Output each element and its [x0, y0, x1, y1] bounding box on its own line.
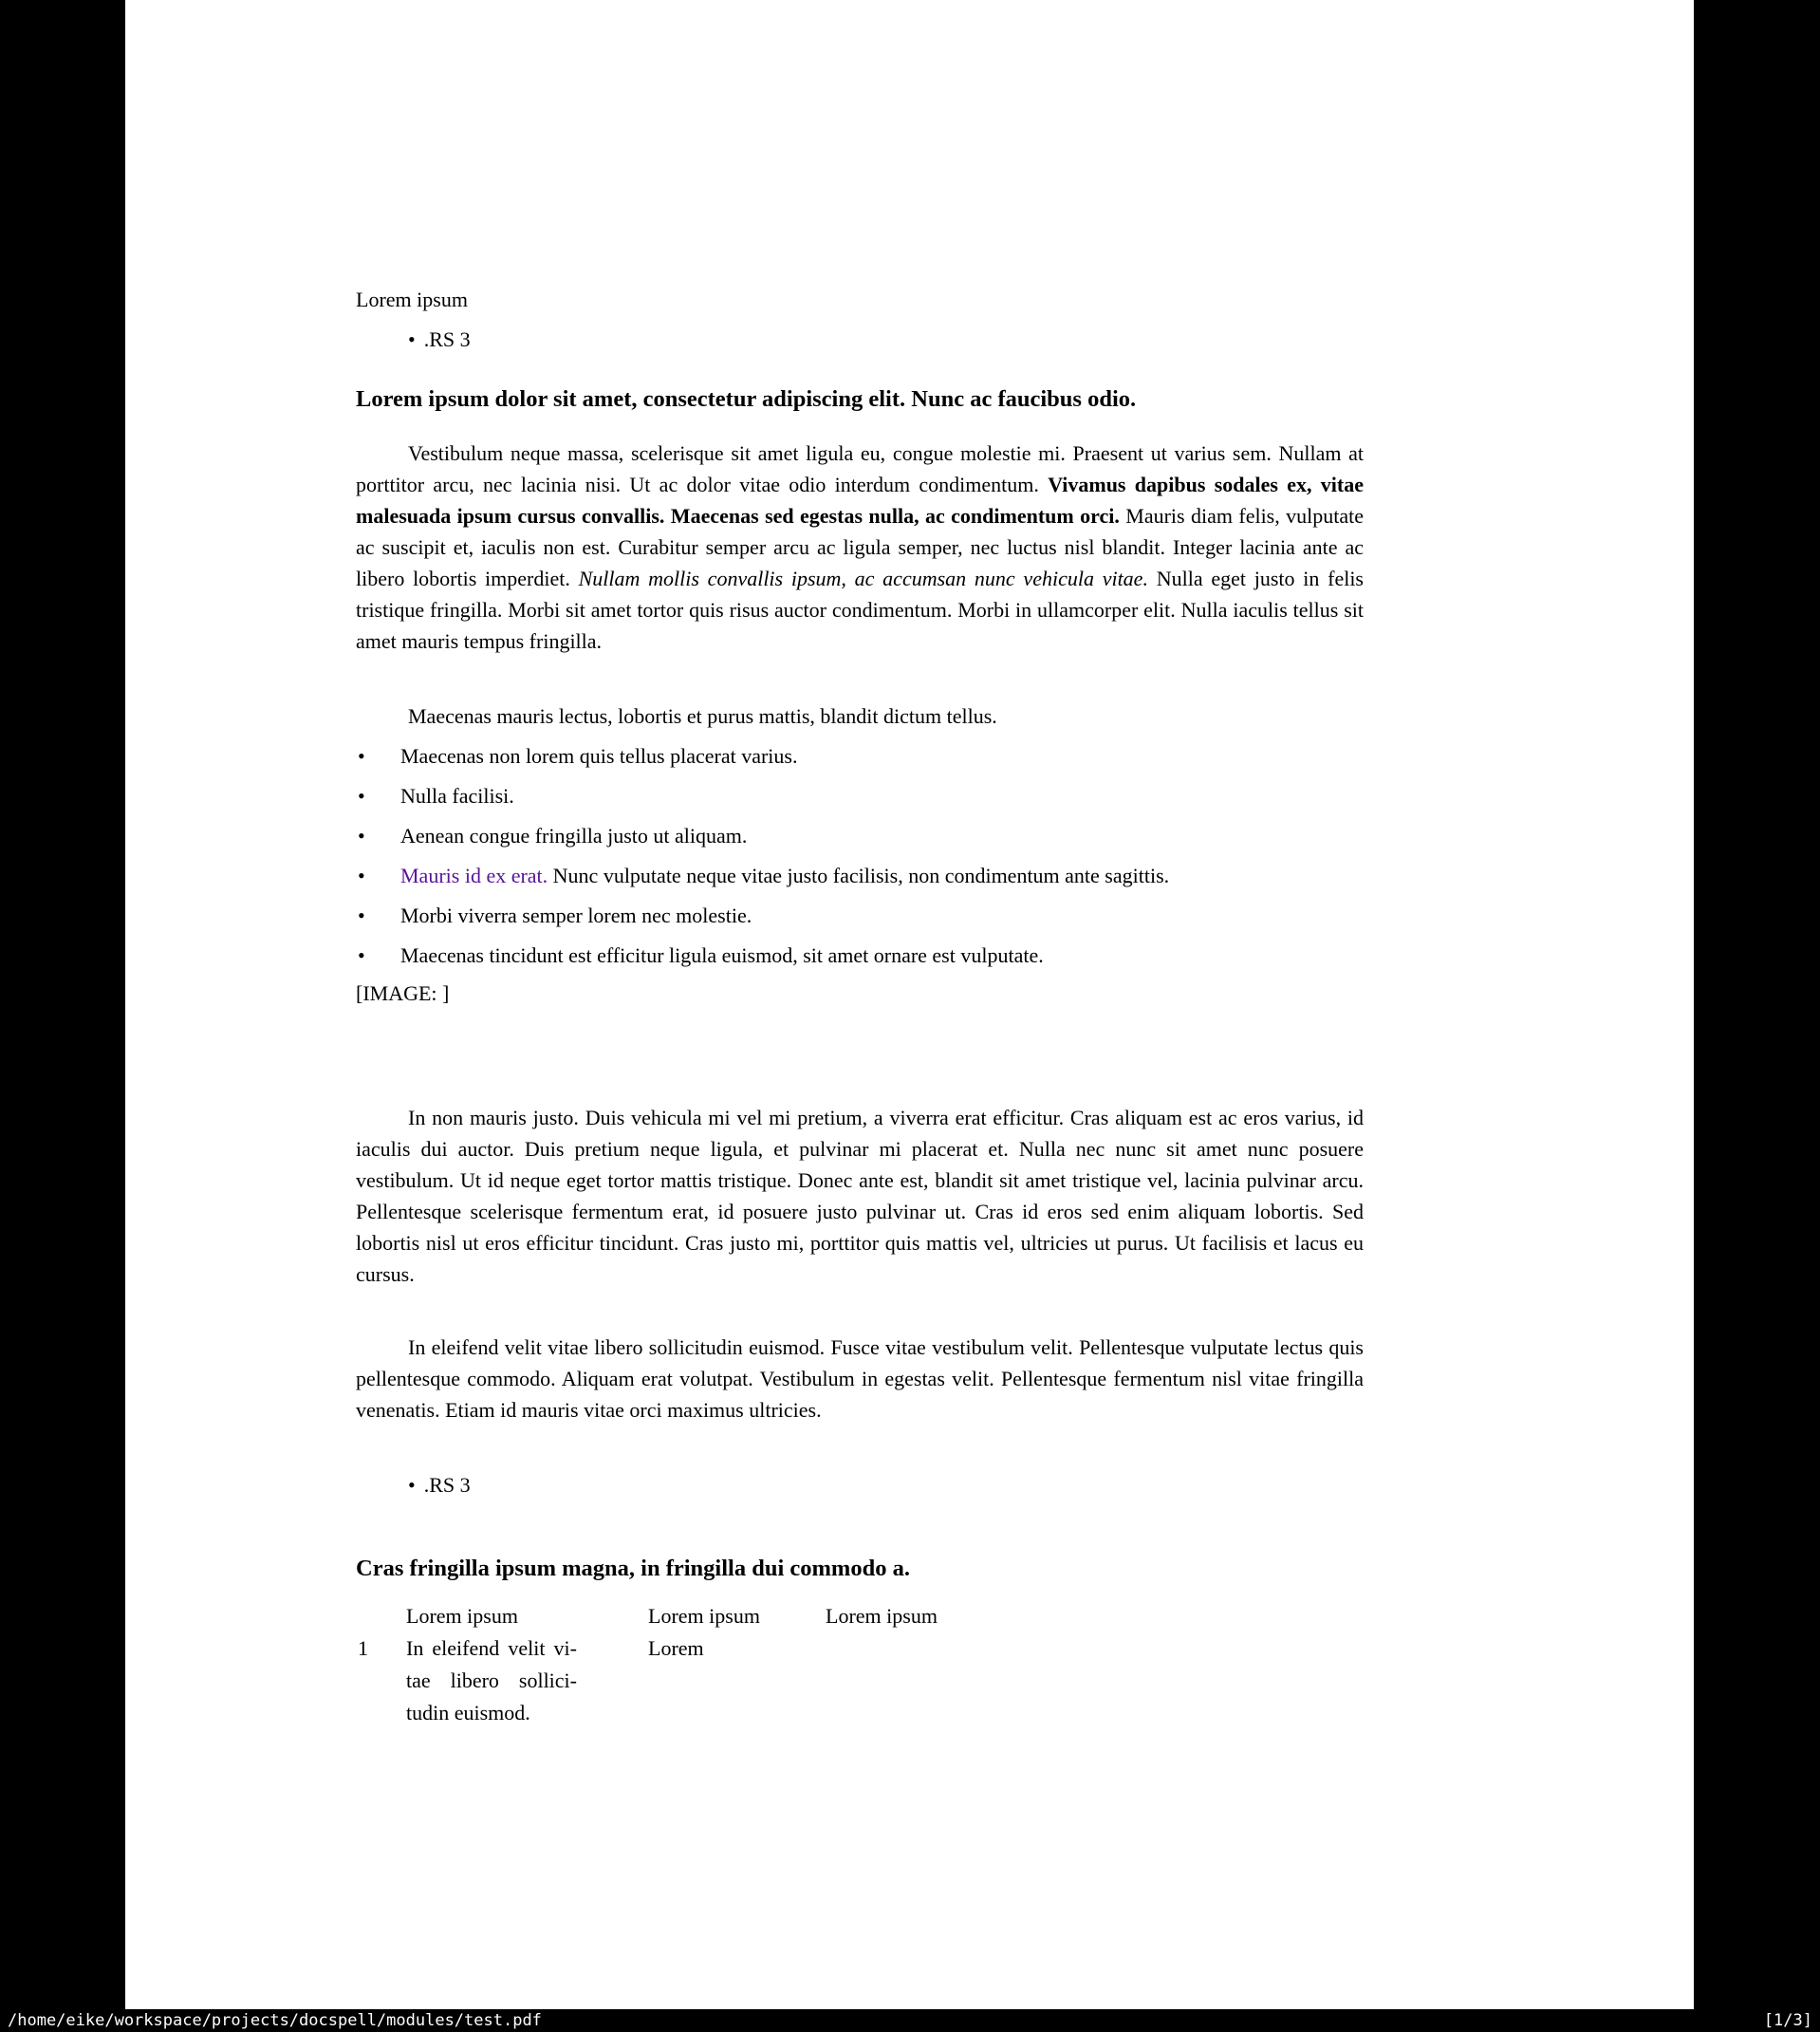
bullet-icon: • — [358, 744, 365, 768]
paragraph-1 — [356, 438, 1364, 657]
section-heading-1: Lorem ipsum dolor sit amet, consectetur adipiscing elit. Nunc ac faucibus odio. — [356, 386, 1137, 412]
bullet-icon: • — [358, 864, 365, 887]
bullet-icon: • — [358, 904, 365, 927]
table-cell — [826, 1632, 1364, 1729]
mauris-id-ex-erat-link[interactable]: Mauris id ex erat. — [400, 864, 548, 887]
paragraph-2: In non mauris justo. Duis vehicula mi vel mi pretium, a viverra erat efficitur. Cras aliquam est ac eros varius, id iaculis dui auctor. Duis pretium neque ligula, et pulvinar mi placerat et. Nulla nec nunc sit amet nunc posuere vestibulum. Ut id neque eget tortor mattis tristique. Donec ante est, blandit sit amet tristique vel, lacinia pulvinar arcu. Pellentesque scelerisque fermentum erat, id posuere justo pulvinar ut. Cras id eros sed enim aliquam lobortis. Sed lobortis nisl ut eros efficitur tincidunt. Cras justo mi, porttitor quis mattis vel, ultricies ut purus. Ut facilisis et lacus eu cursus. — [356, 1106, 1364, 1286]
table-cell: In eleifend velit vitae libero sollicitudin euismod. — [406, 1636, 577, 1724]
image-placeholder-label: [IMAGE: ] — [356, 981, 450, 1005]
bullet-icon: • — [358, 943, 365, 967]
statusbar-page-indicator: [1/3] — [1763, 2011, 1812, 2030]
list-item — [356, 900, 1364, 931]
table-corner-cell — [356, 1600, 406, 1632]
data-table — [356, 1600, 1364, 1729]
table-row-number: 1 — [358, 1636, 368, 1660]
list-item — [356, 860, 1364, 891]
list-item-text: Maecenas tincidunt est efficitur ligula euismod, sit amet ornare est vulputate. — [400, 943, 1044, 967]
list-item-text: Maecenas non lorem quis tellus placerat varius. — [400, 744, 798, 768]
bullet-icon: • — [408, 327, 416, 351]
paragraph-1-text-a: Vestibulum neque massa, scelerisque sit amet ligula eu, congue molestie mi. Praesent ut varius sem. Nullam at porttitor arcu, nec lacinia nisi. Ut ac dolor vitae odio interdum condimentum. — [356, 441, 1364, 496]
bullet-list — [356, 740, 1364, 979]
section-heading-2: Cras fringilla ipsum magna, in fringilla dui commodo a. — [356, 1556, 910, 1581]
table-header-cell: Lorem ipsum — [826, 1604, 938, 1628]
intro-label: Lorem ipsum — [356, 288, 468, 311]
bullet-icon: • — [358, 824, 365, 848]
statusbar-file-path: /home/eike/workspace/projects/docspell/modules/test.pdf — [8, 2011, 542, 2030]
rs-macro-line-1 — [356, 324, 1364, 355]
table-header-cell: Lorem ipsum — [648, 1604, 760, 1628]
list-item-text: Morbi viverra semper lorem nec molestie. — [400, 904, 752, 927]
paragraph-3: In eleifend velit vitae libero sollicitudin euismod. Fusce vitae vestibulum velit. Pellentesque vulputate lectus quis pellentesque commodo. Aliquam erat volutpat. Vestibulum in egestas velit. Pellentesque fermentum nisl vitae fringilla venenatis. Etiam id mauris vitae orci maximus ultricies. — [356, 1335, 1364, 1422]
paragraph-1-bold-text: Vivamus dapibus sodales ex, vitae malesuada ipsum cursus convallis. Maecenas sed egestas nulla, ac condimentum orci. — [356, 473, 1364, 528]
paragraph-1-text-b: Mauris diam felis, vulputate ac suscipit et, iaculis non est. Curabitur semper arcu ac ligula semper, nec luctus nisl blandit. Integer lacinia ante ac libero lobortis imperdiet. — [356, 504, 1365, 590]
list-item-text: Nulla facilisi. — [400, 784, 514, 808]
list-item — [356, 820, 1364, 851]
rs-macro-text: .RS 3 — [423, 327, 471, 351]
list-item-text: Nunc vulputate neque vitae justo facilisis, non condimentum ante sagittis. — [548, 864, 1170, 887]
document-page[interactable] — [125, 0, 1694, 2009]
paragraph-maecenas: Maecenas mauris lectus, lobortis et purus mattis, blandit dictum tellus. — [408, 704, 997, 728]
list-item — [356, 740, 1364, 772]
table-header-cell: Lorem ipsum — [406, 1604, 518, 1628]
list-item — [356, 780, 1364, 811]
paragraph-1-text-c: Nulla eget justo in felis tristique fringilla. Morbi sit amet tortor quis risus auctor condimentum. Morbi in ullamcorper elit. Nulla iaculis tellus sit amet mauris tempus fringilla. — [356, 567, 1364, 653]
list-item — [356, 940, 1364, 971]
paragraph-1-italic-text: Nullam mollis convallis ipsum, ac accumsan nunc vehicula vitae. — [578, 567, 1148, 590]
list-item-text: Aenean congue fringilla justo ut aliquam. — [400, 824, 748, 848]
rs-macro-text: .RS 3 — [423, 1473, 471, 1497]
statusbar — [0, 2009, 1820, 2032]
rs-macro-line-2 — [356, 1469, 1364, 1501]
bullet-icon: • — [408, 1473, 416, 1497]
bullet-icon: • — [358, 784, 365, 808]
table-cell: Lorem — [648, 1636, 704, 1660]
